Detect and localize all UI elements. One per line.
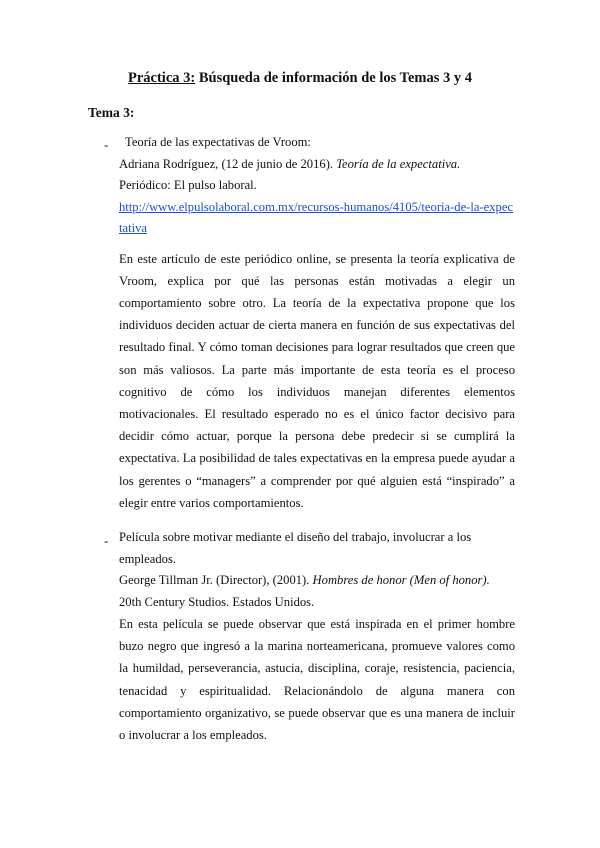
- item2-citation: [119, 570, 515, 613]
- list-item-movie: [119, 527, 515, 746]
- item1-url-link[interactable]: http://www.elpulsolaboral.com.mx/recursos-humanos/4105/teoria-de-la-expectativa: [119, 199, 514, 235]
- section-heading: Tema 3:: [88, 105, 135, 120]
- title-prefix: Práctica 3:: [128, 70, 196, 86]
- item1-heading: Teoría de las expectativas de Vroom:: [125, 135, 311, 149]
- bullet-dash-1: -: [104, 137, 109, 152]
- item1-citation-title: Teoría de la expectativa.: [336, 156, 461, 171]
- title-rest: Búsqueda de información de los Temas 3 y 4: [195, 70, 472, 86]
- item2-summary: En esta película se puede observar que está inspirada en el primer hombre buzo negro que ingresó a la marina norteamericana, promueve valores como la humildad, perseverancia, astucia, disciplina, coraje, resistencia, paciencia, tenacidad y espiritualidad. Relacionándolo de alguna manera con comportamiento organizativo, se puede observar que es una manera de incluir o involucrar a los empleados.: [119, 617, 515, 743]
- item2-heading: Película sobre motivar mediante el diseño del trabajo, involucrar a los empleados.: [119, 530, 472, 566]
- list-item-vroom: [119, 132, 515, 514]
- item2-citation-title: Hombres de honor (Men of honor).: [312, 573, 490, 587]
- item2-citation-rest: 20th Century Studios. Estados Unidos.: [119, 594, 315, 609]
- item2-citation-author: George Tillman Jr. (Director), (2001).: [119, 573, 313, 587]
- item1-summary: En este artículo de este periódico online, se presenta la teoría explicativa de Vroom, explica por qué las personas están motivadas a elegir un comportamiento sobre otro. La teoría de la expectativa propone que los individuos deciden actuar de cierta manera en función de sus expectativas del resultado final. Y cómo toman decisiones para lograr resultados que creen que son más valiosos. La parte más importante de esta teoría es el proceso cognitivo de cómo los individuos manejan diferentes elementos motivacionales. El resultado esperado no es el único factor decisivo para decidir cómo actuar, porque la persona debe predecir si se cumplirá la expectativa. La posibilidad de tales expectativas en la empresa puede ayudar a los gerentes o “managers” a comprender por qué alguien está “inspirado” a elegir entre varios comportamientos.: [119, 251, 515, 510]
- item1-citation-author: Adriana Rodríguez, (12 de junio de 2016).: [119, 156, 337, 171]
- bullet-dash-2: -: [104, 533, 109, 548]
- item1-citation: [119, 154, 515, 176]
- item1-source: Periódico: El pulso laboral.: [119, 178, 257, 192]
- page-title: [0, 70, 600, 87]
